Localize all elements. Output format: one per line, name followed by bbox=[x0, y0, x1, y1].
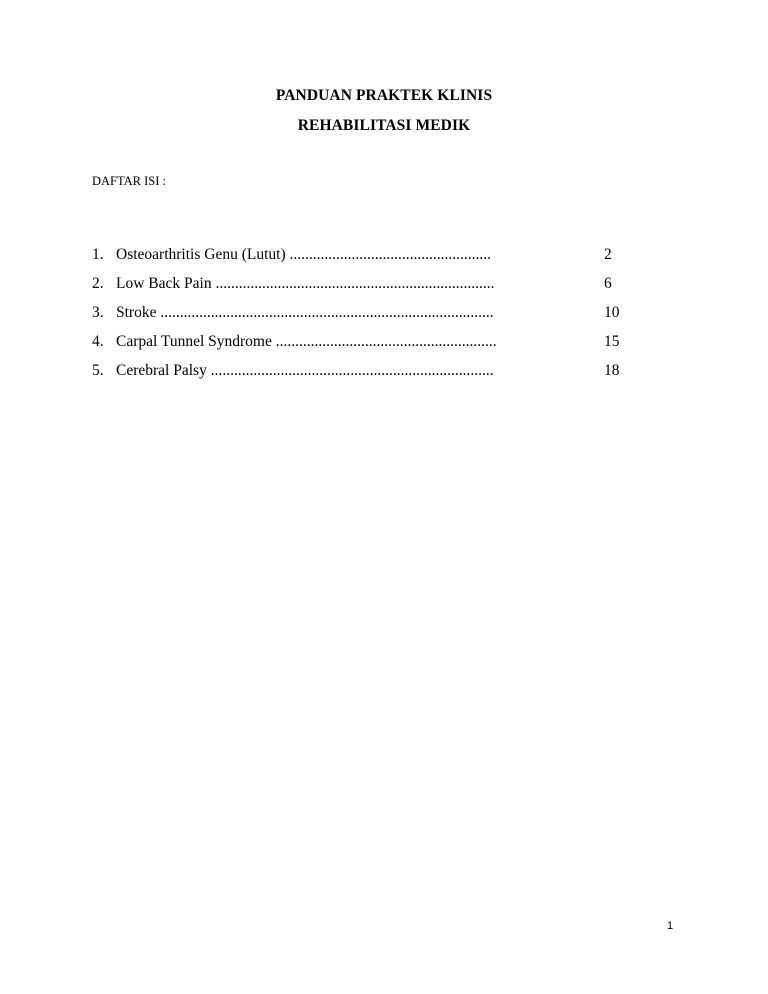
toc-entry-page: 18 bbox=[604, 362, 620, 379]
toc-entry bbox=[92, 240, 652, 269]
toc-entry bbox=[92, 298, 652, 327]
page-number: 1 bbox=[667, 920, 674, 932]
toc-entry-page: 2 bbox=[604, 246, 612, 263]
toc-entry bbox=[92, 327, 652, 356]
toc-entry-title: Osteoarthritis Genu (Lutut) .................................................... bbox=[116, 246, 491, 263]
toc-entry-number: 4. bbox=[92, 333, 104, 350]
toc-entry-title: Stroke ...................................................................................... bbox=[116, 304, 494, 321]
toc-entry-title: Cerebral Palsy ......................................................................... bbox=[116, 362, 494, 379]
toc-entry-number: 1. bbox=[92, 246, 104, 263]
toc-heading: DAFTAR ISI : bbox=[92, 174, 167, 188]
toc-entry bbox=[92, 269, 652, 298]
toc-entry-number: 2. bbox=[92, 275, 104, 292]
toc-entry-page: 6 bbox=[604, 275, 612, 292]
table-of-contents bbox=[92, 240, 652, 385]
toc-entry-number: 5. bbox=[92, 362, 104, 379]
toc-entry bbox=[92, 356, 652, 385]
toc-entry-title: Carpal Tunnel Syndrome ......................................................... bbox=[116, 333, 497, 350]
toc-entry-title: Low Back Pain ........................................................................ bbox=[116, 275, 495, 292]
toc-entry-page: 10 bbox=[604, 304, 620, 321]
document-title-line-1: PANDUAN PRAKTEK KLINIS bbox=[275, 87, 493, 104]
document-title-line-2: REHABILITASI MEDIK bbox=[297, 117, 471, 134]
toc-entry-page: 15 bbox=[604, 333, 620, 350]
toc-entry-number: 3. bbox=[92, 304, 104, 321]
